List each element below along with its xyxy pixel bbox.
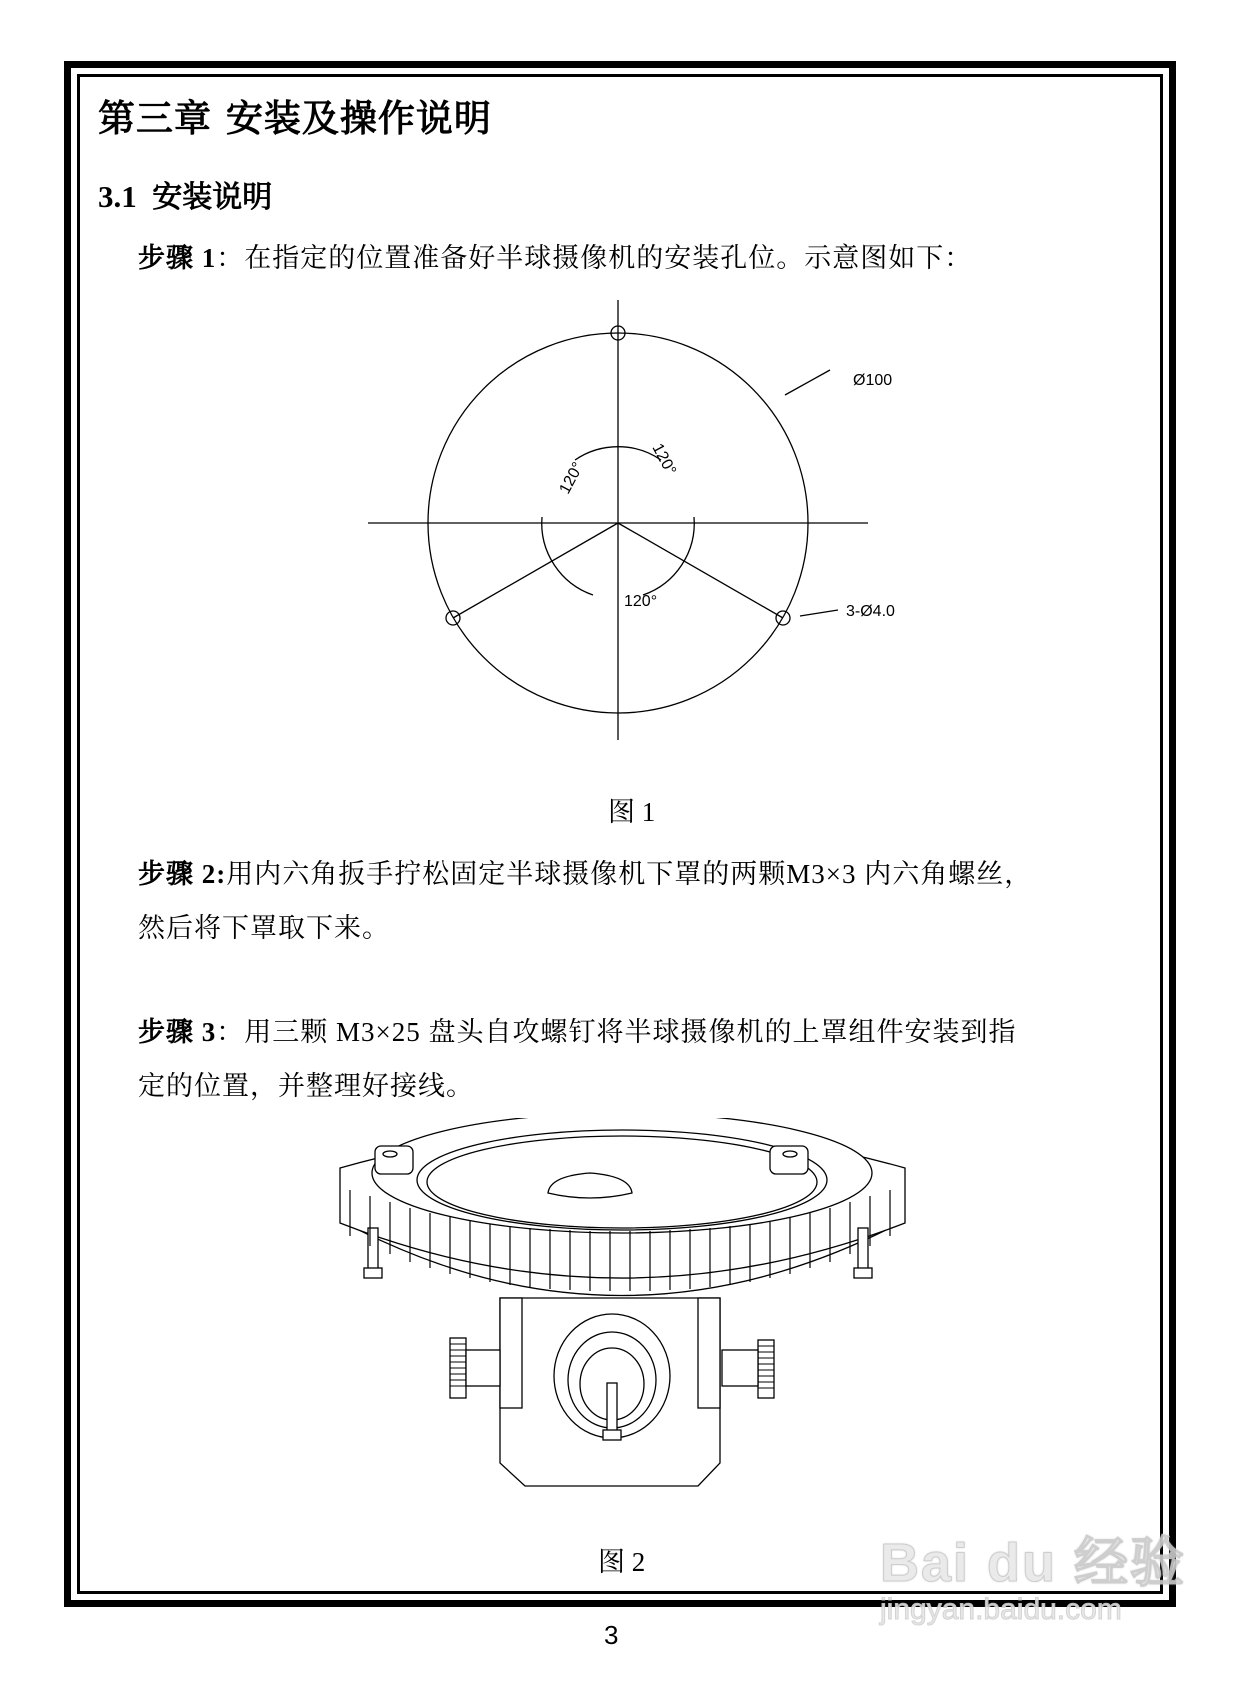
baidu-watermark	[880, 1520, 1186, 1627]
figure-1-caption: 图 1	[608, 797, 656, 827]
section-number: 3.1	[98, 179, 137, 214]
angle-left-label: 120°	[556, 459, 588, 497]
watermark-url: jingyan.baidu.com	[880, 1593, 1122, 1626]
figure-2-camera-drawing	[330, 1118, 930, 1488]
step-3-paragraph	[138, 1010, 1016, 1049]
step-2-paragraph	[138, 852, 1032, 891]
step-2-text-line-2: 然后将下罩取下来。	[138, 913, 390, 943]
chapter-title: 第三章 安装及操作说明	[98, 97, 492, 140]
angle-bottom-label: 120°	[624, 593, 658, 610]
angle-right-label: 120°	[648, 440, 680, 479]
watermark-logo: Bai du 经验	[880, 1533, 1187, 1593]
figure-1-diagram	[360, 295, 900, 755]
section-title: 安装说明	[152, 180, 273, 215]
step-2-text-line-1: 用内六角扳手拧松固定半球摄像机下罩的两颗M3×3 内六角螺丝，	[226, 859, 1033, 889]
step-3-text-line-2: 定的位置，并整理好接线。	[138, 1071, 474, 1101]
step-3-text-line-1: 用三颗 M3×25 盘头自攻螺钉将半球摄像机的上罩组件安装到指	[244, 1017, 1017, 1047]
step-1-text: 在指定的位置准备好半球摄像机的安装孔位。示意图如下：	[244, 243, 973, 273]
step-1-separator: ：	[216, 243, 245, 273]
page-number: 3	[604, 1620, 619, 1650]
step-3-separator: ：	[216, 1017, 245, 1047]
step-1-paragraph	[138, 236, 972, 275]
step-1-label: 步骤 1	[138, 243, 217, 273]
step-2-label: 步骤 2	[138, 859, 217, 889]
holes-label: 3-Ø4.0	[846, 603, 895, 620]
diameter-label: Ø100	[853, 372, 893, 389]
figure-2-caption: 图 2	[598, 1547, 646, 1577]
section-heading	[98, 172, 272, 216]
step-3-label: 步骤 3	[138, 1017, 217, 1047]
step-2-separator: :	[216, 859, 227, 889]
